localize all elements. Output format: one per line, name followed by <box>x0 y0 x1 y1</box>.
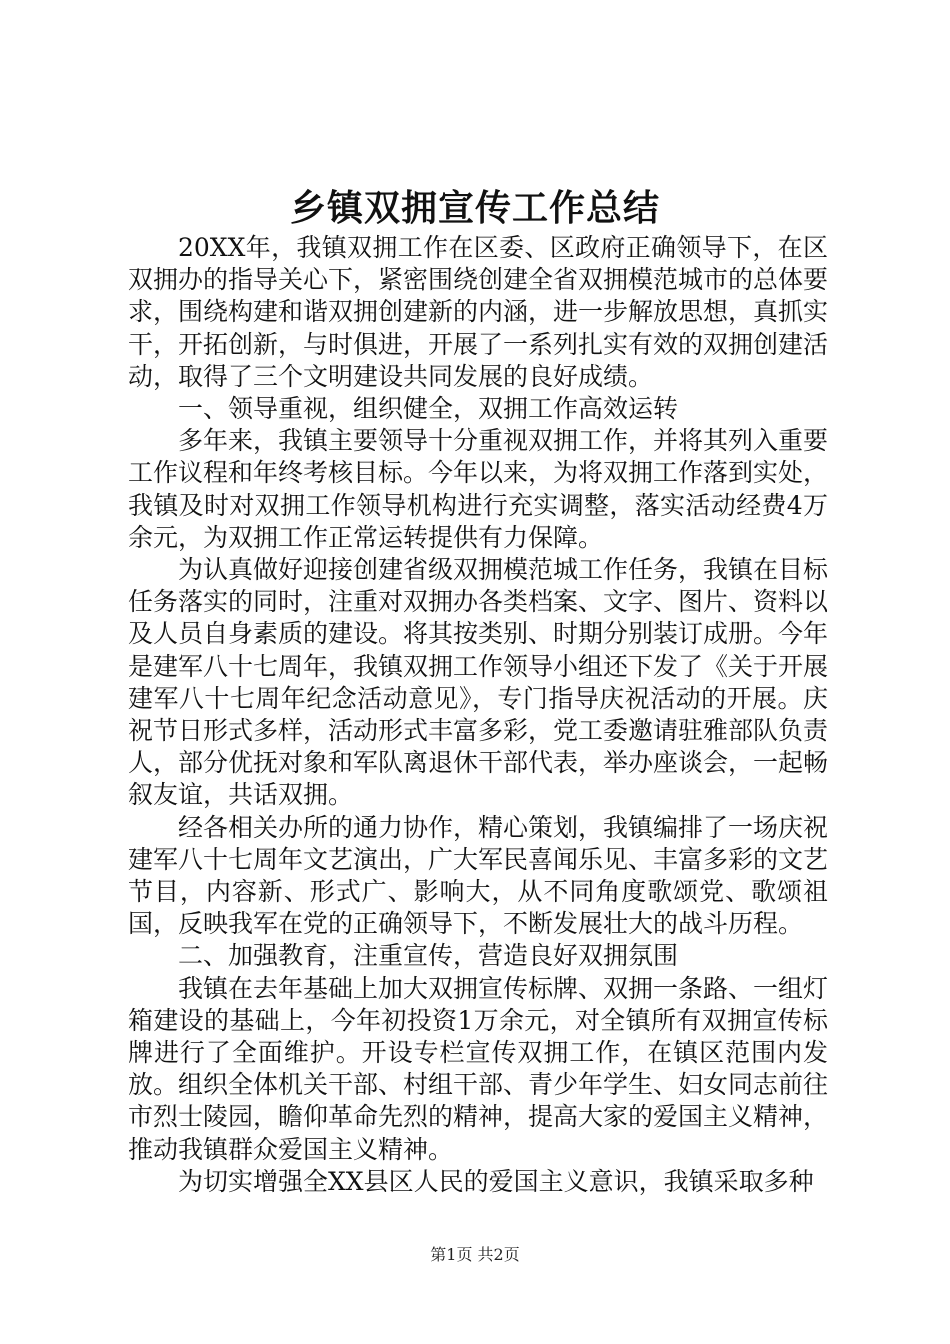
paragraph-publicity: 我镇在去年基础上加大双拥宣传标牌、双拥一条路、一组灯箱建设的基础上，今年初投资1万余元，对全镇所有双拥宣传标牌进行了全面维护。开设专栏宣传双拥工作，在镇区范围内发放。组织全体机关干部、村组干部、青少年学生、妇女同志前往市烈士陵园，瞻仰革命先烈的精神，提高大家的爱国主义精神，推动我镇群众爱国主义精神。 <box>128 973 829 1164</box>
section-heading-1: 一、领导重视，组织健全，双拥工作高效运转 <box>178 394 679 424</box>
section-heading-2: 二、加强教育，注重宣传，营造良好双拥氛围 <box>178 941 679 971</box>
paragraph-patriotism: 为切实增强全XX县区人民的爱国主义意识，我镇采取多种 <box>178 1166 814 1196</box>
page-number-footer: 第1页 共2页 <box>430 1245 520 1264</box>
document-body <box>128 232 828 1198</box>
paragraph-performance: 经各相关办所的通力协作，精心策划，我镇编排了一场庆祝建军八十七周年文艺演出，广大军民喜闻乐见、丰富多彩的文艺节目，内容新、形式广、影响大，从不同角度歌颂党、歌颂祖国，反映我军在党的正确领导下，不断发展壮大的战斗历程。 <box>128 812 829 939</box>
paragraph-archives: 为认真做好迎接创建省级双拥模范城工作任务，我镇在目标任务落实的同时，注重对双拥办各类档案、文字、图片、资料以及人员自身素质的建设。将其按类别、时期分别装订成册。今年是建军八十七周年，我镇双拥工作领导小组还下发了《关于开展建军八十七周年纪念活动意见》，专门指导庆祝活动的开展。庆祝节日形式多样，活动形式丰富多彩，党工委邀请驻雅部队负责人，部分优抚对象和军队离退休干部代表，举办座谈会，一起畅叙友谊，共话双拥。 <box>128 555 829 810</box>
document-title: 乡镇双拥宣传工作总结 <box>289 187 660 229</box>
paragraph-intro: 20XX年，我镇双拥工作在区委、区政府正确领导下，在区双拥办的指导关心下，紧密围绕创建全省双拥模范城市的总体要求，围绕构建和谐双拥创建新的内涵，进一步解放思想，真抓实干，开拓创新，与时俱进，开展了一系列扎实有效的双拥创建活动，取得了三个文明建设共同发展的良好成绩。 <box>128 233 829 391</box>
paragraph-leadership: 多年来，我镇主要领导十分重视双拥工作，并将其列入重要工作议程和年终考核目标。今年以来，为将双拥工作落到实处，我镇及时对双拥工作领导机构进行充实调整，落实活动经费4万余元，为双拥工作正常运转提供有力保障。 <box>128 426 829 552</box>
